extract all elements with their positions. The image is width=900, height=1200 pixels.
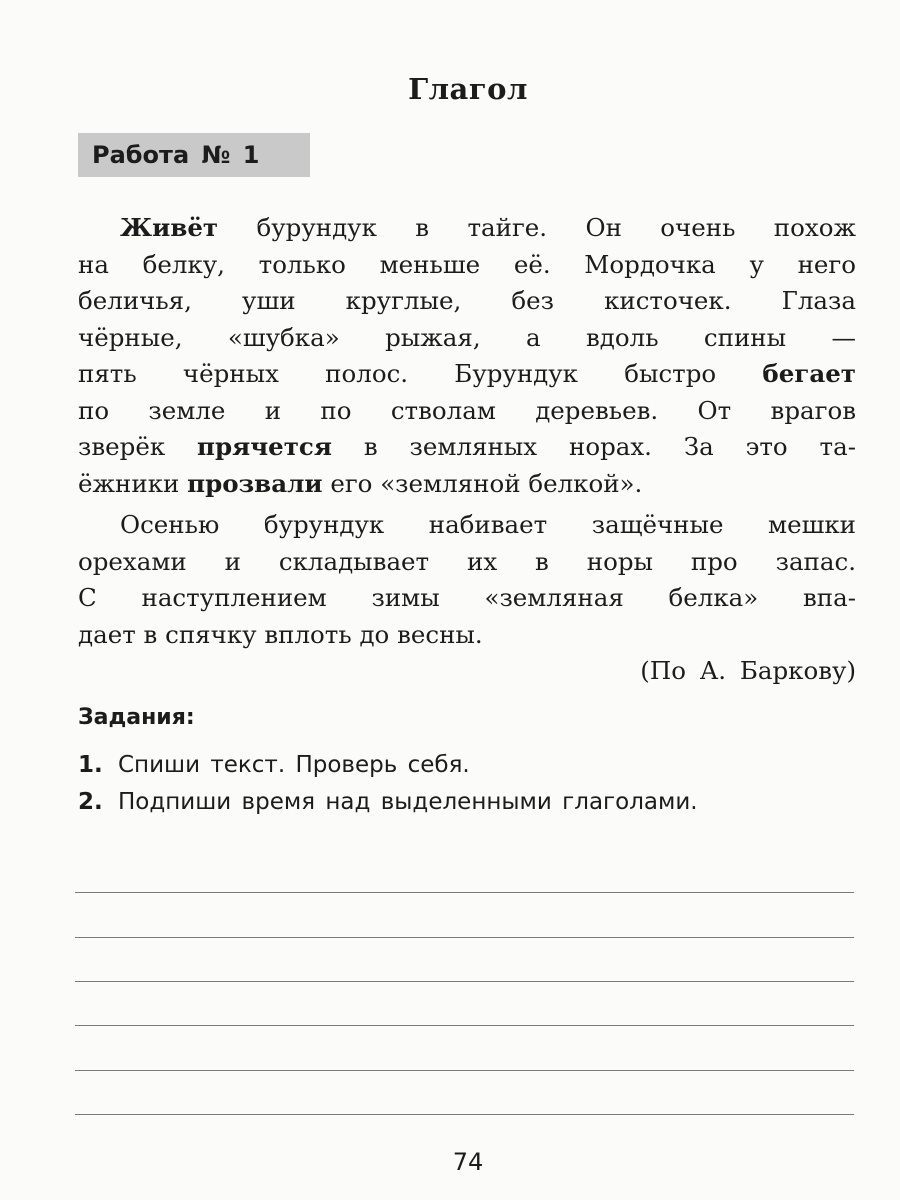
writing-line[interactable] — [75, 1070, 854, 1071]
writing-line[interactable] — [75, 937, 854, 938]
text-line: Осенью бурундук набивает защёчные мешки — [120, 510, 856, 539]
highlighted-verb: прячется — [197, 432, 332, 461]
text-line: зверёк прячется в земляных норах. За это та- — [78, 432, 856, 461]
task-item — [78, 789, 698, 815]
text-line: беличья, уши круглые, без кисточек. Глаза — [78, 286, 856, 315]
text-line: по земле и по стволам деревьев. От врагов — [78, 395, 856, 425]
text-line: Живёт бурундук в тайге. Он очень похож — [120, 213, 856, 242]
text-paragraph-2 — [78, 507, 856, 653]
task-text: Подпиши время над выделенными глаголами. — [118, 789, 698, 815]
writing-line[interactable] — [75, 1025, 854, 1026]
text-line: орехами и складывает их в норы про запас. — [78, 546, 856, 576]
text-line: С наступлением зимы «земляная белка» впа- — [78, 583, 856, 612]
page-number: 74 — [452, 1148, 484, 1176]
text-line: дает в спячку вплоть до весны. — [78, 619, 483, 649]
writing-line[interactable] — [75, 892, 854, 893]
highlighted-verb: бегает — [762, 359, 856, 388]
text-line: чёрные, «шубка» рыжая, а вдоль спины — — [78, 322, 856, 352]
task-text: Спиши текст. Проверь себя. — [118, 752, 470, 778]
writing-line[interactable] — [75, 1114, 854, 1115]
page-title: Глагол — [408, 72, 528, 106]
highlighted-verb: Живёт — [120, 213, 219, 242]
work-number-label: Работа № 1 — [78, 133, 310, 177]
task-number: 1. — [78, 752, 103, 778]
text-source-attribution: (По А. Баркову) — [640, 656, 856, 685]
highlighted-verb: прозвали — [187, 468, 323, 498]
text-line: на белку, только меньше её. Мордочка у него — [78, 249, 856, 279]
tasks-heading: Задания: — [78, 705, 195, 730]
text-line: ёжники прозвали его «земляной белкой». — [78, 468, 643, 498]
writing-line[interactable] — [75, 981, 854, 982]
text-paragraph-1 — [78, 210, 856, 502]
task-number: 2. — [78, 789, 103, 815]
text-line: пять чёрных полос. Бурундук быстро бегает — [78, 359, 856, 388]
task-item — [78, 752, 470, 778]
